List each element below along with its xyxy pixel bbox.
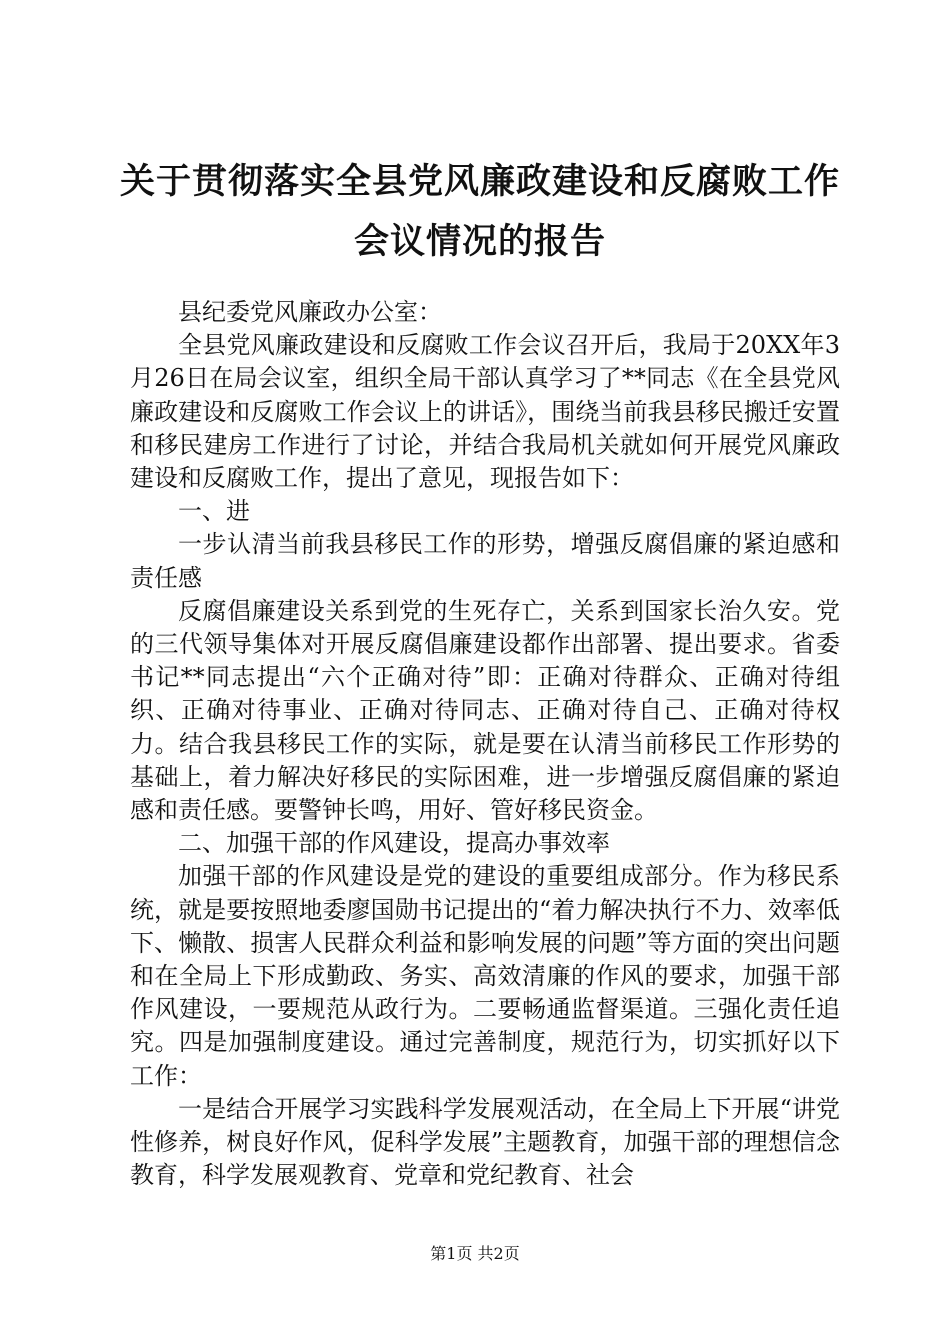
paragraph-section-2: 加强干部的作风建设是党的建设的重要组成部分。作为移民系统，就是要按照地委廖国勋书记提出的“着力解决执行不力、效率低下、懒散、损害人民群众利益和影响发展的问题”等方面的突出问题和在全局上下形成勤政、务实、高效清廉的作风的要求，加强干部作风建设，一要规范从政行为。二要畅通监督渠道。三强化责任追究。四是加强制度建设。通过完善制度，规范行为，切实抓好以下工作： xyxy=(130,862,840,1090)
section-heading-2: 二、加强干部的作风建设，提高办事效率 xyxy=(178,829,610,858)
document-body xyxy=(130,296,840,1192)
document-title-line-2: 会议情况的报告 xyxy=(353,222,606,262)
document-title-line-1: 关于贯彻落实全县党风廉政建设和反腐败工作 xyxy=(120,162,841,202)
section-heading-1-part-b: 一步认清当前我县移民工作的形势，增强反腐倡廉的紧迫感和责任感 xyxy=(130,530,840,592)
page-footer: 第1页 共2页 xyxy=(430,1244,520,1263)
paragraph-section-1: 反腐倡廉建设关系到党的生死存亡，关系到国家长治久安。党的三代领导集体对开展反腐倡廉建设都作出部署、提出要求。省委书记**同志提出“六个正确对待”即：正确对待群众、正确对待组织、正确对待事业、正确对待同志、正确对待自己、正确对待权力。结合我县移民工作的实际，就是要在认清当前移民工作形势的基础上，着力解决好移民的实际困难，进一步增强反腐倡廉的紧迫感和责任感。要警钟长鸣，用好、管好移民资金。 xyxy=(130,596,840,825)
paragraph-item-1: 一是结合开展学习实践科学发展观活动，在全局上下开展“讲党性修养，树良好作风，促科学发展”主题教育，加强干部的理想信念教育，科学发展观教育、党章和党纪教育、社会 xyxy=(130,1094,840,1190)
salutation: 县纪委党风廉政办公室： xyxy=(178,298,442,326)
paragraph-intro: 全县党风廉政建设和反腐败工作会议召开后，我局于20XX年3月26日在局会议室，组织全局干部认真学习了**同志《在全县党风廉政建设和反腐败工作会议上的讲话》，围绕当前我县移民搬迁安置和移民建房工作进行了讨论，并结合我局机关就如何开展党风廉政建设和反腐败工作，提出了意见，现报告如下： xyxy=(130,331,840,493)
section-heading-1-part-a: 一、进 xyxy=(178,497,250,526)
